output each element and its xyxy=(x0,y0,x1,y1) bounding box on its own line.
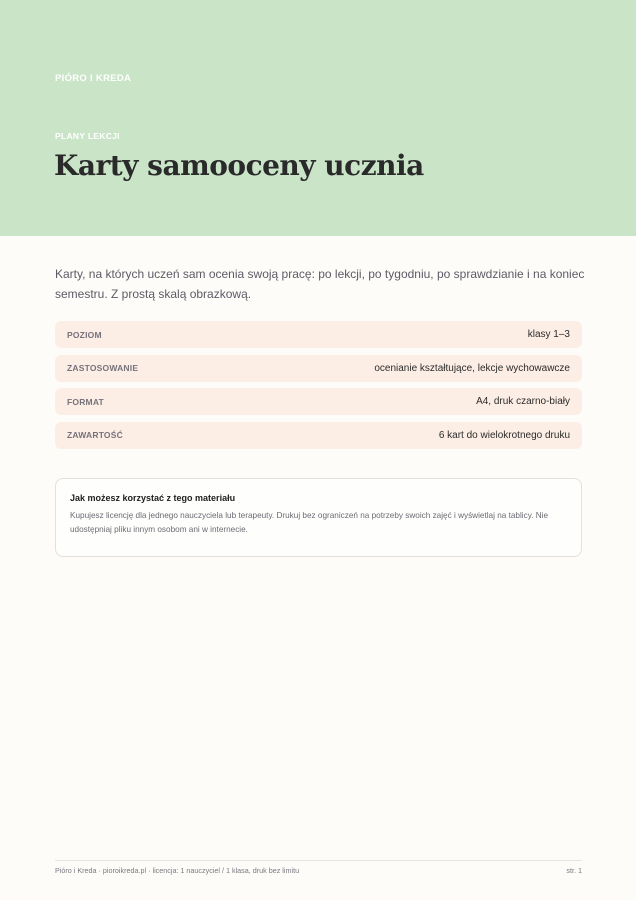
spec-value: 6 kart do wielokrotnego druku xyxy=(438,429,570,441)
license-title: Jak możesz korzystać z tego materiału xyxy=(70,493,236,503)
spec-row-format xyxy=(55,388,582,415)
spec-label: ZASTOSOWANIE xyxy=(67,363,139,373)
spec-row-contents xyxy=(55,422,582,449)
intro-paragraph: Karty, na których uczeń sam ocenia swoją pracę: po lekcji, po tygodniu, po sprawdzianie i na koniec semestru. Z prostą skalą obrazkową. xyxy=(55,267,585,301)
license-text: Kupujesz licencję dla jednego nauczyciela lub terapeuty. Drukuj bez ograniczeń na potrzeby swoich zajęć i wyświetlaj na tablicy. Nie udostępniaj pliku innym osobom ani w internecie. xyxy=(70,511,549,534)
spec-list xyxy=(55,321,582,455)
footer-divider xyxy=(55,860,582,861)
spec-value: klasy 1–3 xyxy=(527,329,570,340)
spec-row-usage xyxy=(55,355,582,382)
header-banner xyxy=(0,0,636,236)
footer-info: Pióro i Kreda · pioroikreda.pl · licencja: 1 nauczyciel / 1 klasa, druk bez limitu xyxy=(55,866,300,875)
spec-value: A4, druk czarno-biały xyxy=(476,396,570,407)
page-title: Karty samooceny ucznia xyxy=(54,149,424,182)
page-number: str. 1 xyxy=(566,866,582,875)
brand-name: PIÓRO I KREDA xyxy=(55,73,132,84)
spec-label: FORMAT xyxy=(67,396,104,407)
spec-label: ZAWARTOŚĆ xyxy=(67,430,123,440)
license-info-box xyxy=(55,478,582,557)
spec-value: ocenianie kształtujące, lekcje wychowawcze xyxy=(374,362,570,374)
category-label: PLANY LEKCJI xyxy=(55,131,120,141)
spec-label: POZIOM xyxy=(67,329,102,340)
spec-row-level xyxy=(55,321,582,348)
